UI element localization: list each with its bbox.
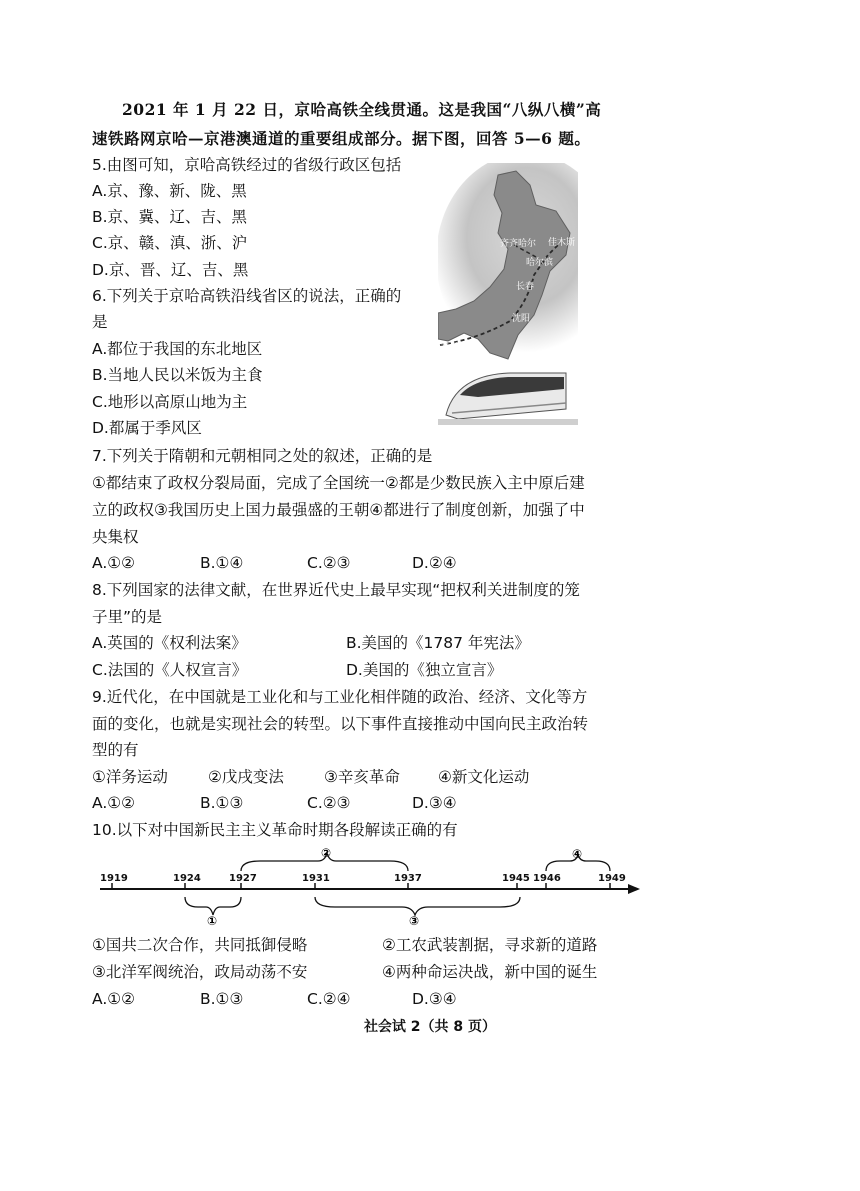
map-label-changchun: 长春 (516, 282, 535, 292)
q10-option-b: B.①③ (200, 990, 244, 1008)
q10-stem: 10.以下对中国新民主主义革命时期各段解读正确的有 (92, 821, 458, 839)
bracket-3 (315, 897, 520, 915)
q9-event-1: ①洋务运动 (92, 768, 168, 786)
page-footer: 社会试 2（共 8 页） (363, 1019, 497, 1035)
q9-event-4: ④新文化运动 (438, 768, 530, 786)
q9-event-3: ③辛亥革命 (324, 768, 400, 786)
q8-stem-line-1: 8.下列国家的法律文献，在世界近代史上最早实现“把权利关进制度的笼 (92, 581, 580, 599)
q10-option-c: C.②④ (307, 990, 351, 1008)
timeline-year-1927: 1927 (229, 873, 257, 884)
q7-option-b: B.①④ (200, 554, 244, 572)
q7-options-row (92, 550, 512, 576)
timeline-year-1937: 1937 (394, 873, 422, 884)
bracket-label-4: ④ (572, 847, 583, 861)
timeline-arrow-icon (628, 884, 640, 894)
q10-statement-1: ①国共二次合作，共同抵御侵略 (92, 936, 308, 954)
q7-stem: 7.下列关于隋朝和元朝相同之处的叙述，正确的是 (92, 447, 433, 465)
q10-statement-2: ②工农武装割据，寻求新的道路 (382, 936, 598, 954)
q5-option-a: A.京、豫、新、陇、黑 (92, 182, 247, 200)
timeline-year-1919: 1919 (100, 873, 128, 884)
bracket-label-3: ③ (409, 914, 420, 928)
q5-option-c: C.京、赣、滇、浙、沪 (92, 234, 248, 252)
q6-option-b: B.当地人民以米饭为主食 (92, 366, 263, 384)
q5-option-b: B.京、冀、辽、吉、黑 (92, 208, 248, 226)
q10-option-d: D.③④ (412, 990, 457, 1008)
q6-stem-line-1: 6.下列关于京哈高铁沿线省区的说法，正确的 (92, 287, 402, 305)
q9-option-c: C.②③ (307, 794, 351, 812)
timeline-year-1945: 1945 (502, 873, 530, 884)
q9-option-d: D.③④ (412, 794, 457, 812)
railway-map-image (438, 163, 578, 425)
map-label-beijing: 北京 (440, 342, 459, 352)
timeline-year-1946: 1946 (533, 873, 561, 884)
q7-body-line-1: ①都结束了政权分裂局面，完成了全国统一②都是少数民族入主中原后建 (92, 474, 585, 492)
bracket-label-1: ① (207, 914, 218, 928)
q8-option-a: A.英国的《权利法案》 (92, 634, 247, 652)
map-label-harbin: 哈尔滨 (526, 258, 554, 268)
q10-statement-4: ④两种命运决战，新中国的诞生 (382, 963, 598, 981)
map-label-jiamusi: 佳木斯 (548, 238, 576, 248)
q6-option-a: A.都位于我国的东北地区 (92, 340, 263, 358)
q8-option-d: D.美国的《独立宣言》 (346, 661, 503, 679)
q10-statement-3: ③北洋军阀统治，政局动荡不安 (92, 963, 308, 981)
q8-option-c: C.法国的《人权宣言》 (92, 661, 248, 679)
bracket-1 (185, 897, 241, 915)
intro-line-2: 速铁路网京哈—京港澳通道的重要组成部分。据下图，回答 5—6 题。 (92, 129, 591, 148)
q7-option-d: D.②④ (412, 554, 457, 572)
q7-option-a: A.①② (92, 554, 136, 572)
bracket-label-2: ② (321, 846, 332, 860)
q9-option-a: A.①② (92, 794, 136, 812)
q7-body-line-3: 央集权 (92, 528, 139, 546)
q10-options-row (92, 986, 512, 1012)
timeline-year-1924: 1924 (173, 873, 201, 884)
q8-stem-line-2: 子里”的是 (92, 608, 163, 626)
q7-option-c: C.②③ (307, 554, 351, 572)
q5-stem: 5.由图可知，京哈高铁经过的省级行政区包括 (92, 156, 402, 174)
q9-stem-line-3: 型的有 (92, 741, 139, 759)
timeline-year-1949: 1949 (598, 873, 626, 884)
q6-option-c: C.地形以高原山地为主 (92, 393, 248, 411)
q10-timeline (90, 845, 650, 930)
intro-line-1: 2021 年 1 月 22 日，京哈高铁全线贯通。这是我国“八纵八横”高 (122, 100, 602, 119)
map-label-shenyang: 沈阳 (512, 314, 531, 324)
q8-option-b: B.美国的《1787 年宪法》 (346, 634, 530, 652)
q6-option-d: D.都属于季风区 (92, 419, 202, 437)
q5-option-d: D.京、晋、辽、吉、黑 (92, 261, 249, 279)
q9-stem-line-2: 面的变化，也就是实现社会的转型。以下事件直接推动中国向民主政治转 (92, 715, 589, 733)
q9-stem-line-1: 9.近代化，在中国就是工业化和与工业化相伴随的政治、经济、文化等方 (92, 688, 588, 706)
q10-option-a: A.①② (92, 990, 136, 1008)
q9-option-b: B.①③ (200, 794, 244, 812)
q6-stem-line-2: 是 (92, 313, 108, 331)
map-label-qiqihar: 齐齐哈尔 (500, 239, 537, 249)
timeline-year-1931: 1931 (302, 873, 330, 884)
q9-options-row (92, 790, 512, 816)
q7-body-line-2: 立的政权③我国历史上国力最强盛的王朝④都进行了制度创新，加强了中 (92, 501, 585, 519)
q9-event-2: ②戊戌变法 (208, 768, 284, 786)
q9-events-row (92, 764, 552, 790)
